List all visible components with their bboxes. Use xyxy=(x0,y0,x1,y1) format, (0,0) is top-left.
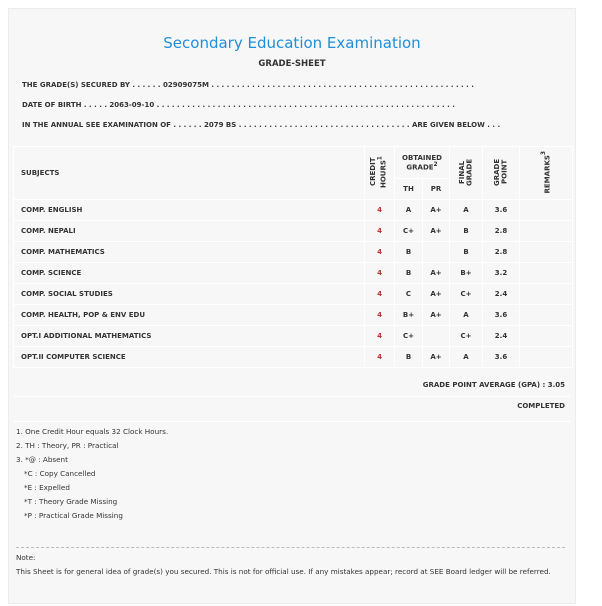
footnote-marker: 1 xyxy=(377,156,384,161)
final-grade-cell: B xyxy=(450,221,483,242)
th-grade-cell: C xyxy=(395,284,423,305)
credit-cell: 4 xyxy=(365,242,395,263)
th-grade-cell: B+ xyxy=(395,305,423,326)
header-obtained-grade xyxy=(395,147,450,179)
dashed-divider xyxy=(16,547,565,548)
subject-cell: COMP. SCIENCE xyxy=(14,263,365,284)
header-subjects: SUBJECTS xyxy=(14,147,365,200)
divider xyxy=(13,396,571,397)
remarks-cell xyxy=(520,326,573,347)
table-row xyxy=(14,284,573,305)
legend-item: *P : Practical Grade Missing xyxy=(24,511,123,520)
remarks-cell xyxy=(520,263,573,284)
final-grade-cell: C+ xyxy=(450,284,483,305)
subject-cell: COMP. SOCIAL STUDIES xyxy=(14,284,365,305)
info-date-of-birth: DATE OF BIRTH . . . . . 2063-09-10 . . . . . . . . . . . . . . . . . . . . . . . . . . . . . . . . . . . . . . . . . . . . . . . . . . . . . . . . . . . xyxy=(22,101,455,109)
page-title: Secondary Education Examination xyxy=(163,34,421,52)
table-row xyxy=(14,221,573,242)
grade-point-cell: 3.2 xyxy=(483,263,520,284)
final-grade-cell: A xyxy=(450,200,483,221)
grade-point-cell: 3.6 xyxy=(483,305,520,326)
table-row xyxy=(14,200,573,221)
header-final-grade xyxy=(450,147,483,200)
table-row xyxy=(14,242,573,263)
remarks-cell xyxy=(520,200,573,221)
pr-grade-cell: A+ xyxy=(423,347,450,368)
header-credit-hours-text: CREDIT HOURS xyxy=(369,157,389,188)
pr-grade-cell: A+ xyxy=(423,305,450,326)
th-grade-cell: A xyxy=(395,200,423,221)
final-grade-cell: A xyxy=(450,347,483,368)
th-grade-cell: B xyxy=(395,263,423,284)
divider xyxy=(13,421,571,422)
grade-point-cell: 2.8 xyxy=(483,242,520,263)
th-grade-cell: B xyxy=(395,242,423,263)
header-obtained-grade-text: OBTAINED GRADE xyxy=(402,153,442,171)
remarks-cell xyxy=(520,284,573,305)
grades-table xyxy=(13,146,573,368)
pr-grade-cell: A+ xyxy=(423,200,450,221)
table-row xyxy=(14,263,573,284)
pr-grade-cell xyxy=(423,326,450,347)
pr-grade-cell: A+ xyxy=(423,221,450,242)
header-grade-point xyxy=(483,147,520,200)
credit-cell: 4 xyxy=(365,326,395,347)
header-final-grade-text: FINAL GRADE xyxy=(457,158,473,186)
table-row xyxy=(14,326,573,347)
final-grade-cell: B+ xyxy=(450,263,483,284)
footnote-marker: 2 xyxy=(433,161,438,168)
pr-grade-cell xyxy=(423,242,450,263)
legend-item: *C : Copy Cancelled xyxy=(24,469,96,478)
header-credit-hours-label xyxy=(370,146,388,198)
remarks-cell xyxy=(520,242,573,263)
gpa-value: GRADE POINT AVERAGE (GPA) : 3.05 xyxy=(422,381,565,389)
grades-table-body xyxy=(14,200,573,368)
grade-point-cell: 3.6 xyxy=(483,200,520,221)
result-status: COMPLETED xyxy=(517,402,565,410)
header-grade-point-text: GRADE POINT xyxy=(492,158,508,186)
table-row xyxy=(14,305,573,326)
subject-cell: COMP. MATHEMATICS xyxy=(14,242,365,263)
final-grade-cell: C+ xyxy=(450,326,483,347)
note-text: This Sheet is for general idea of grade(s) you secured. This is not for official use. If any mistakes appear; record at SEE Board ledger will be referred. xyxy=(16,567,551,576)
grade-point-cell: 2.4 xyxy=(483,284,520,305)
grade-point-cell: 2.4 xyxy=(483,326,520,347)
info-exam-year: IN THE ANNUAL SEE EXAMINATION OF . . . . . . 2079 BS . . . . . . . . . . . . . . . . . . . . . . . . . . . . . . . . . . ARE GIVEN BELOW . . . xyxy=(22,121,501,129)
header-th: TH xyxy=(395,178,423,199)
legend xyxy=(16,425,168,523)
subject-cell: OPT.I ADDITIONAL MATHEMATICS xyxy=(14,326,365,347)
th-grade-cell: C+ xyxy=(395,326,423,347)
grade-point-cell: 3.6 xyxy=(483,347,520,368)
credit-cell: 4 xyxy=(365,347,395,368)
credit-cell: 4 xyxy=(365,263,395,284)
table-row xyxy=(14,347,573,368)
legend-item: 3. *@ : Absent xyxy=(16,455,68,464)
grade-sheet-panel xyxy=(8,8,576,604)
credit-cell: 4 xyxy=(365,221,395,242)
credit-cell: 4 xyxy=(365,284,395,305)
pr-grade-cell: A+ xyxy=(423,284,450,305)
header-remarks xyxy=(520,147,573,200)
subject-cell: OPT.II COMPUTER SCIENCE xyxy=(14,347,365,368)
info-symbol-number: THE GRADE(S) SECURED BY . . . . . . 02909075M . . . . . . . . . . . . . . . . . . . . . . . . . . . . . . . . . . . . . . . . . . . . . . . . . . . . xyxy=(22,81,474,89)
subject-cell: COMP. ENGLISH xyxy=(14,200,365,221)
remarks-cell xyxy=(520,221,573,242)
page-subtitle: GRADE-SHEET xyxy=(258,59,326,69)
legend-item: 1. One Credit Hour equals 32 Clock Hours. xyxy=(16,427,169,436)
header-remarks-text: REMARKS xyxy=(542,154,551,194)
legend-item: *T : Theory Grade Missing xyxy=(24,497,118,506)
final-grade-cell: A xyxy=(450,305,483,326)
credit-cell: 4 xyxy=(365,305,395,326)
final-grade-cell: B xyxy=(450,242,483,263)
remarks-cell xyxy=(520,305,573,326)
credit-cell: 4 xyxy=(365,200,395,221)
legend-item: 2. TH : Theory, PR : Practical xyxy=(16,441,119,450)
subject-cell: COMP. NEPALI xyxy=(14,221,365,242)
subject-cell: COMP. HEALTH, POP & ENV EDU xyxy=(14,305,365,326)
th-grade-cell: B xyxy=(395,347,423,368)
header-remarks-label xyxy=(541,151,552,193)
legend-item: *E : Expelled xyxy=(24,483,70,492)
grade-point-cell: 2.8 xyxy=(483,221,520,242)
remarks-cell xyxy=(520,347,573,368)
header-pr: PR xyxy=(423,178,450,199)
footnote-marker: 3 xyxy=(540,150,547,155)
note-label: Note: xyxy=(16,553,36,562)
note xyxy=(16,551,551,579)
header-credit-hours xyxy=(365,147,395,200)
th-grade-cell: C+ xyxy=(395,221,423,242)
pr-grade-cell: A+ xyxy=(423,263,450,284)
